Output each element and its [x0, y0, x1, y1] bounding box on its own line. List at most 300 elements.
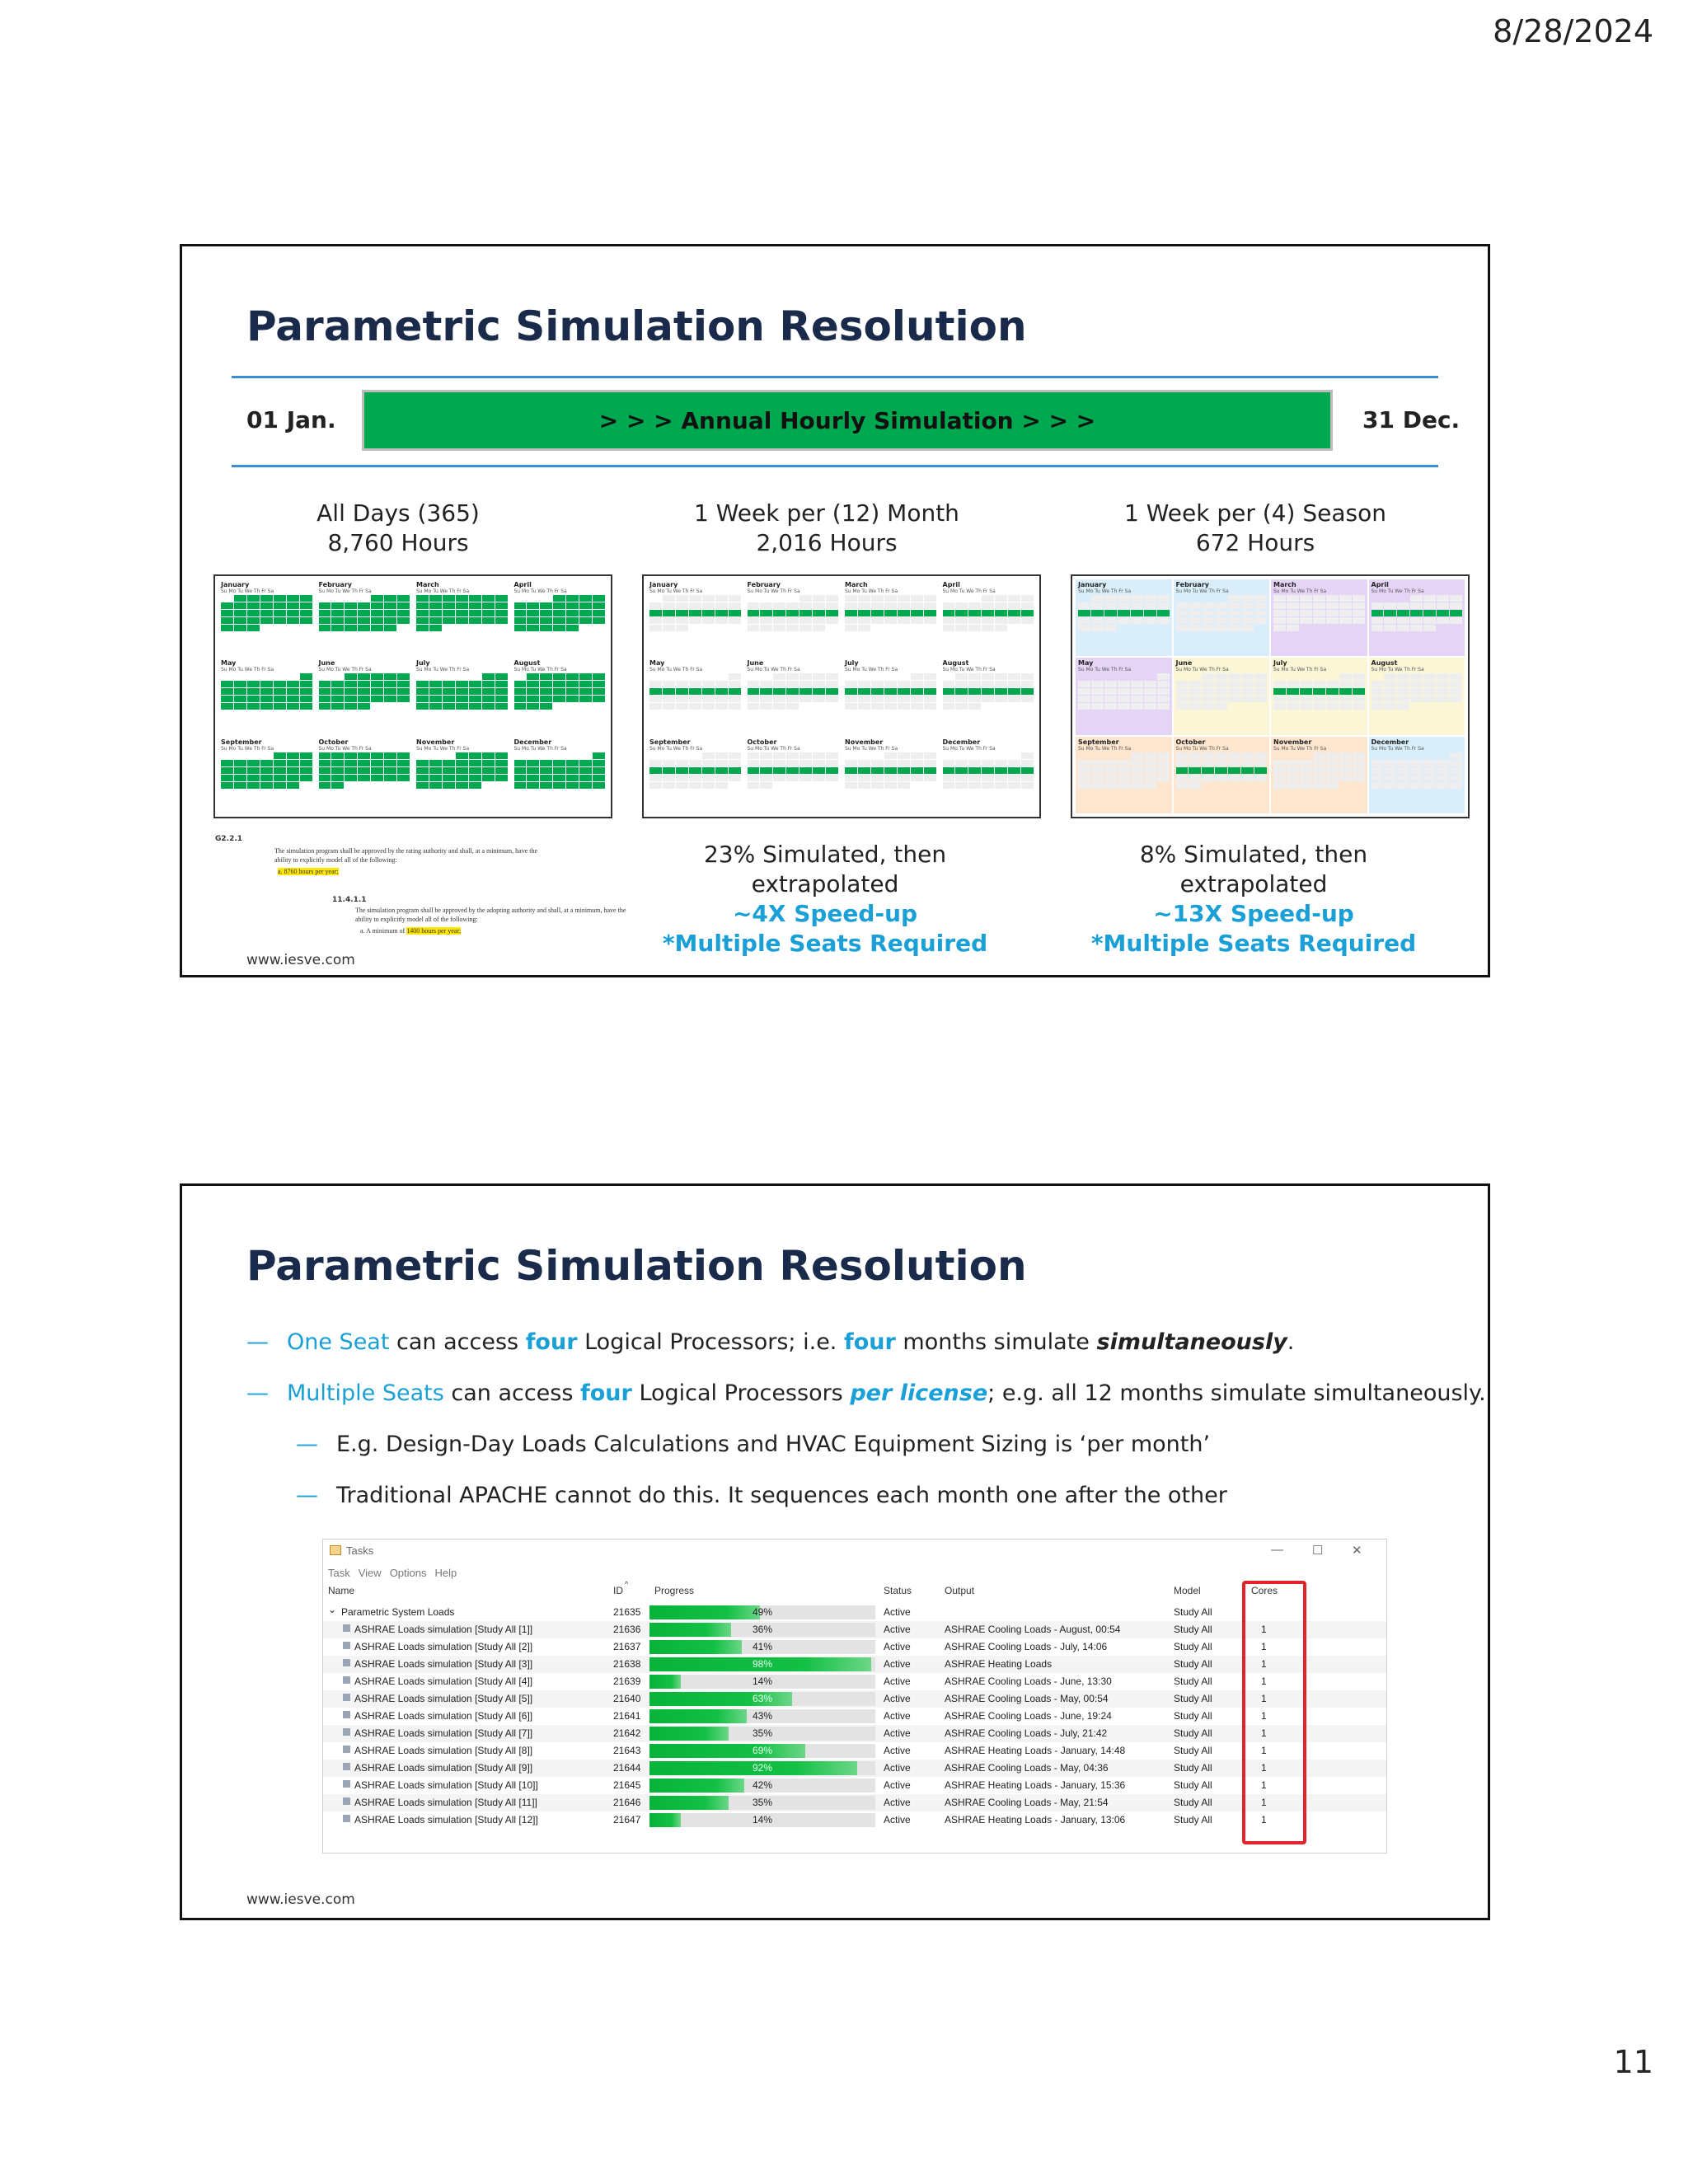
standard-item-text: a. A minimum of: [360, 927, 406, 935]
day-cell: [1189, 625, 1201, 631]
slide-footer[interactable]: www.iesve.com: [246, 1891, 355, 1908]
day-cell: [1450, 610, 1462, 616]
day-cell: [1078, 703, 1090, 710]
tasks-titlebar[interactable]: [323, 1540, 1386, 1561]
task-output: ASHRAE Cooling Loads - May, 00:54: [945, 1693, 1109, 1704]
day-cell: [1241, 752, 1254, 759]
task-name: Parametric System Loads: [341, 1606, 455, 1618]
day-cell: [1397, 681, 1409, 687]
day-cell: [1450, 752, 1462, 759]
day-cell: [319, 760, 331, 766]
column-header-cores[interactable]: Cores: [1251, 1585, 1278, 1596]
day-cell: [649, 602, 662, 609]
day-cell: [1228, 767, 1240, 774]
calendar-month: [940, 658, 1037, 734]
day-cell: [358, 775, 370, 781]
day-cell: [416, 681, 429, 687]
day-cell: [943, 595, 955, 602]
day-cell: [274, 760, 286, 766]
day-cell: [773, 760, 785, 766]
simulation-task-icon: [343, 1711, 350, 1718]
day-cell: [579, 703, 592, 710]
day-cell: [1202, 703, 1214, 710]
day-cell: [689, 703, 701, 710]
day-cell: [514, 703, 527, 710]
day-cell: [1131, 610, 1143, 616]
day-cell: [443, 625, 455, 631]
task-row[interactable]: [323, 1690, 1386, 1708]
progress-label: 43%: [752, 1710, 773, 1722]
chevron-down-icon[interactable]: ⌄: [328, 1604, 337, 1615]
task-status: Active: [884, 1762, 911, 1774]
day-cell: [1144, 767, 1156, 774]
day-cell: [1437, 673, 1449, 680]
day-cell: [911, 595, 923, 602]
progress-label: 69%: [752, 1745, 773, 1756]
day-cell: [968, 760, 981, 766]
day-cell: [1215, 782, 1227, 789]
minimize-icon[interactable]: —: [1271, 1543, 1283, 1557]
day-cell: [884, 688, 897, 695]
day-cell: [429, 617, 442, 624]
close-icon[interactable]: ✕: [1352, 1544, 1362, 1558]
day-cell: [514, 617, 527, 624]
day-cell: [1384, 673, 1396, 680]
weekday-header: Su Mo Tu We Th Fr Sa: [221, 667, 274, 673]
day-cell: [786, 673, 799, 680]
day-cell: [1176, 617, 1189, 624]
day-grid: [514, 595, 606, 631]
day-cell: [1300, 681, 1312, 687]
day-cell: [1300, 610, 1312, 616]
day-cell: [955, 767, 968, 774]
task-name: ASHRAE Loads simulation [Study All [3]]: [354, 1658, 533, 1670]
standard-text: The simulation program shall be approved by the adopting authority and shall, at a minimum, have the ability to explicitly model all of the following:: [355, 907, 626, 923]
day-cell: [514, 775, 527, 781]
day-cell: [943, 752, 955, 759]
day-cell: [982, 782, 994, 789]
day-cell: [884, 752, 897, 759]
day-cell: [884, 782, 897, 789]
day-cell: [319, 625, 331, 631]
day-cell: [1189, 595, 1201, 602]
day-cell: [443, 673, 455, 680]
task-row[interactable]: [323, 1777, 1386, 1794]
calendar-month: [1174, 579, 1270, 656]
menu-view[interactable]: View: [358, 1567, 382, 1579]
calendar-month: [1174, 658, 1270, 734]
day-cell: [469, 681, 481, 687]
day-cell: [260, 760, 273, 766]
day-cell: [1384, 767, 1396, 774]
day-cell: [955, 752, 968, 759]
day-cell: [1450, 760, 1462, 766]
day-grid: [1273, 595, 1365, 631]
day-cell: [456, 610, 468, 616]
task-status: Active: [884, 1745, 911, 1756]
task-row[interactable]: [323, 1621, 1386, 1638]
day-cell: [924, 673, 936, 680]
day-grid: [943, 752, 1034, 789]
calendar-month: [745, 579, 842, 656]
day-cell: [1313, 703, 1325, 710]
day-cell: [1397, 696, 1409, 702]
day-cell: [1189, 602, 1201, 609]
day-cell: [429, 625, 442, 631]
weekday-header: Su Mo Tu We Th Fr Sa: [318, 667, 372, 673]
day-cell: [729, 782, 741, 789]
day-cell: [924, 752, 936, 759]
day-cell: [527, 775, 539, 781]
weekday-header: Su Mo Tu We Th Fr Sa: [1175, 588, 1229, 594]
day-cell: [331, 617, 344, 624]
day-cell: [760, 760, 772, 766]
day-cell: [799, 688, 812, 695]
day-cell: [1423, 625, 1436, 631]
bullet-text: .: [1287, 1329, 1295, 1355]
day-cell: [1353, 610, 1365, 616]
column-header-id[interactable]: ID: [613, 1585, 623, 1596]
day-cell: [1437, 688, 1449, 695]
day-cell: [1104, 681, 1117, 687]
day-cell: [911, 673, 923, 680]
day-cell: [1144, 703, 1156, 710]
day-cell: [300, 595, 312, 602]
day-cell: [845, 775, 857, 781]
day-cell: [1176, 673, 1189, 680]
speedup-label: ~13X Speed-up: [1153, 900, 1354, 927]
task-row[interactable]: [323, 1794, 1386, 1811]
day-cell: [1339, 703, 1352, 710]
day-cell: [826, 602, 838, 609]
day-cell: [1189, 681, 1201, 687]
day-cell: [397, 602, 410, 609]
task-cores: 1: [1261, 1675, 1267, 1687]
day-cell: [748, 602, 760, 609]
day-cell: [469, 673, 481, 680]
day-cell: [1287, 681, 1299, 687]
day-cell: [884, 760, 897, 766]
day-cell: [527, 610, 539, 616]
day-cell: [1313, 673, 1325, 680]
day-cell: [1176, 688, 1189, 695]
day-cell: [1450, 703, 1462, 710]
task-row[interactable]: [323, 1656, 1386, 1673]
day-cell: [429, 696, 442, 702]
month-name: February: [747, 581, 781, 588]
heading-line: 1 Week per (12) Month: [694, 499, 959, 527]
bullet-dash: —: [246, 1329, 269, 1355]
column-header-output[interactable]: Output: [945, 1585, 975, 1596]
slide-footer[interactable]: www.iesve.com: [246, 952, 355, 968]
day-cell: [663, 703, 675, 710]
day-cell: [416, 775, 429, 781]
day-cell: [527, 673, 539, 680]
day-cell: [995, 673, 1007, 680]
day-cell: [345, 602, 357, 609]
day-cell: [1144, 775, 1156, 781]
day-cell: [553, 775, 565, 781]
task-status: Active: [884, 1658, 911, 1670]
day-cell: [1273, 673, 1286, 680]
day-cell: [773, 775, 785, 781]
day-cell: [715, 703, 728, 710]
task-row[interactable]: [323, 1673, 1386, 1690]
day-cell: [482, 673, 495, 680]
day-cell: [443, 767, 455, 774]
day-cell: [495, 752, 508, 759]
day-cell: [1437, 696, 1449, 702]
day-cell: [416, 595, 429, 602]
task-row[interactable]: [323, 1638, 1386, 1656]
day-cell: [760, 673, 772, 680]
day-cell: [429, 610, 442, 616]
day-cell: [943, 681, 955, 687]
weekday-header: Su Mo Tu We Th Fr Sa: [942, 588, 996, 594]
day-cell: [1104, 760, 1117, 766]
day-cell: [773, 595, 785, 602]
task-group-row[interactable]: [323, 1604, 1386, 1621]
day-cell: [773, 617, 785, 624]
task-status: Active: [884, 1675, 911, 1687]
day-grid: [1078, 752, 1170, 789]
weekday-header: Su Mo Tu We Th Fr Sa: [513, 588, 567, 594]
day-cell: [799, 703, 812, 710]
task-row[interactable]: [323, 1725, 1386, 1742]
day-cell: [1144, 617, 1156, 624]
day-cell: [649, 595, 662, 602]
day-cell: [384, 782, 396, 789]
day-cell: [924, 703, 936, 710]
day-cell: [924, 760, 936, 766]
task-row[interactable]: [323, 1760, 1386, 1777]
menu-help[interactable]: Help: [434, 1567, 457, 1579]
day-cell: [566, 752, 579, 759]
tasks-window-title: Tasks: [346, 1544, 374, 1557]
day-cell: [345, 595, 357, 602]
month-name: June: [318, 659, 335, 668]
day-cell: [773, 673, 785, 680]
day-cell: [1326, 610, 1339, 616]
day-cell: [593, 760, 605, 766]
day-cell: [1397, 752, 1409, 759]
day-cell: [514, 767, 527, 774]
day-cell: [845, 673, 857, 680]
day-cell: [786, 782, 799, 789]
day-cell: [300, 782, 312, 789]
day-cell: [1300, 767, 1312, 774]
day-cell: [911, 688, 923, 695]
day-cell: [1273, 775, 1286, 781]
day-cell: [813, 610, 825, 616]
day-cell: [384, 681, 396, 687]
calendar-month: [316, 737, 413, 813]
column-header-progress[interactable]: Progress: [654, 1585, 695, 1596]
column-header-name[interactable]: Name: [328, 1585, 355, 1596]
day-cell: [955, 782, 968, 789]
day-cell: [553, 681, 565, 687]
day-cell: [247, 610, 260, 616]
day-cell: [845, 595, 857, 602]
day-cell: [495, 782, 508, 789]
month-name: January: [649, 581, 678, 588]
simulation-task-icon: [343, 1676, 350, 1684]
day-cell: [469, 752, 481, 759]
day-cell: [1372, 625, 1384, 631]
task-row[interactable]: [323, 1742, 1386, 1760]
day-cell: [858, 752, 870, 759]
day-cell: [300, 602, 312, 609]
day-cell: [649, 775, 662, 781]
day-cell: [1091, 625, 1104, 631]
day-grid: [1273, 673, 1365, 710]
day-cell: [429, 782, 442, 789]
day-cell: [1008, 782, 1020, 789]
day-cell: [553, 752, 565, 759]
day-grid: [649, 752, 741, 789]
day-cell: [858, 767, 870, 774]
day-cell: [760, 782, 772, 789]
day-cell: [911, 625, 923, 631]
day-cell: [247, 595, 260, 602]
column-header-status[interactable]: Status: [884, 1585, 912, 1596]
day-cell: [689, 673, 701, 680]
day-cell: [1410, 602, 1423, 609]
task-id: 21641: [613, 1710, 641, 1722]
day-cell: [1397, 595, 1409, 602]
day-cell: [553, 595, 565, 602]
day-cell: [274, 602, 286, 609]
day-cell: [748, 767, 760, 774]
day-cell: [553, 602, 565, 609]
day-cell: [1157, 782, 1170, 789]
day-cell: [1254, 775, 1267, 781]
progress-label: 42%: [752, 1779, 773, 1791]
day-cell: [968, 775, 981, 781]
weekday-header: Su Mo Tu We Th Fr Sa: [318, 588, 372, 594]
day-cell: [1131, 696, 1143, 702]
day-cell: [287, 767, 299, 774]
day-grid: [1176, 673, 1268, 710]
day-cell: [331, 782, 344, 789]
day-cell: [1339, 673, 1352, 680]
weekday-header: Su Mo Tu We Th Fr Sa: [513, 667, 567, 673]
day-cell: [748, 752, 760, 759]
weekday-header: Su Mo Tu We Th Fr Sa: [1371, 667, 1424, 673]
calendar-month: [414, 658, 510, 734]
day-cell: [715, 760, 728, 766]
day-cell: [826, 673, 838, 680]
day-cell: [1410, 760, 1423, 766]
day-cell: [1254, 703, 1267, 710]
day-cell: [871, 595, 884, 602]
bullet-emphasis: four: [843, 1329, 896, 1355]
day-cell: [456, 602, 468, 609]
day-cell: [287, 602, 299, 609]
day-cell: [566, 782, 579, 789]
day-cell: [1287, 760, 1299, 766]
day-cell: [813, 617, 825, 624]
day-cell: [495, 703, 508, 710]
day-cell: [1300, 760, 1312, 766]
day-cell: [247, 696, 260, 702]
day-cell: [760, 767, 772, 774]
day-cell: [1397, 617, 1409, 624]
day-cell: [1202, 602, 1214, 609]
day-cell: [429, 760, 442, 766]
day-cell: [345, 625, 357, 631]
day-cell: [1241, 617, 1254, 624]
menu-task[interactable]: Task: [328, 1567, 350, 1579]
day-cell: [786, 610, 799, 616]
day-cell: [553, 625, 565, 631]
day-cell: [748, 775, 760, 781]
task-row[interactable]: [323, 1708, 1386, 1725]
day-cell: [1202, 673, 1214, 680]
day-cell: [1189, 760, 1201, 766]
weekday-header: Su Mo Tu We Th Fr Sa: [1371, 745, 1424, 752]
day-cell: [345, 681, 357, 687]
day-cell: [1144, 688, 1156, 695]
day-cell: [1339, 617, 1352, 624]
day-cell: [649, 610, 662, 616]
day-cell: [676, 625, 688, 631]
day-cell: [1353, 625, 1365, 631]
day-cell: [1215, 625, 1227, 631]
day-cell: [1091, 610, 1104, 616]
day-cell: [371, 760, 383, 766]
day-cell: [371, 782, 383, 789]
day-grid: [514, 673, 606, 710]
day-cell: [858, 688, 870, 695]
day-cell: [1118, 752, 1130, 759]
day-cell: [1176, 782, 1189, 789]
column-header-model[interactable]: Model: [1174, 1585, 1201, 1596]
day-cell: [514, 681, 527, 687]
day-cell: [1078, 595, 1090, 602]
task-row[interactable]: [323, 1811, 1386, 1829]
day-cell: [968, 752, 981, 759]
day-cell: [1372, 760, 1384, 766]
day-cell: [331, 681, 344, 687]
day-cell: [1008, 760, 1020, 766]
menu-options[interactable]: Options: [389, 1567, 427, 1579]
day-cell: [300, 696, 312, 702]
day-cell: [898, 673, 910, 680]
task-output: ASHRAE Heating Loads - January, 15:36: [945, 1779, 1126, 1791]
day-cell: [553, 610, 565, 616]
day-cell: [247, 681, 260, 687]
day-cell: [715, 595, 728, 602]
day-cell: [358, 696, 370, 702]
day-cell: [1254, 688, 1267, 695]
day-cell: [319, 767, 331, 774]
day-cell: [813, 775, 825, 781]
day-cell: [955, 760, 968, 766]
day-cell: [358, 681, 370, 687]
day-cell: [924, 696, 936, 702]
day-cell: [1228, 775, 1240, 781]
task-name: ASHRAE Loads simulation [Study All [9]]: [354, 1762, 533, 1774]
maximize-icon[interactable]: ☐: [1312, 1544, 1324, 1558]
day-cell: [1423, 752, 1436, 759]
day-cell: [1144, 602, 1156, 609]
day-cell: [331, 673, 344, 680]
day-grid: [416, 595, 508, 631]
day-cell: [371, 775, 383, 781]
timeline-end: 31 Dec.: [1362, 406, 1461, 434]
heading-line: 1 Week per (4) Season: [1124, 499, 1386, 527]
